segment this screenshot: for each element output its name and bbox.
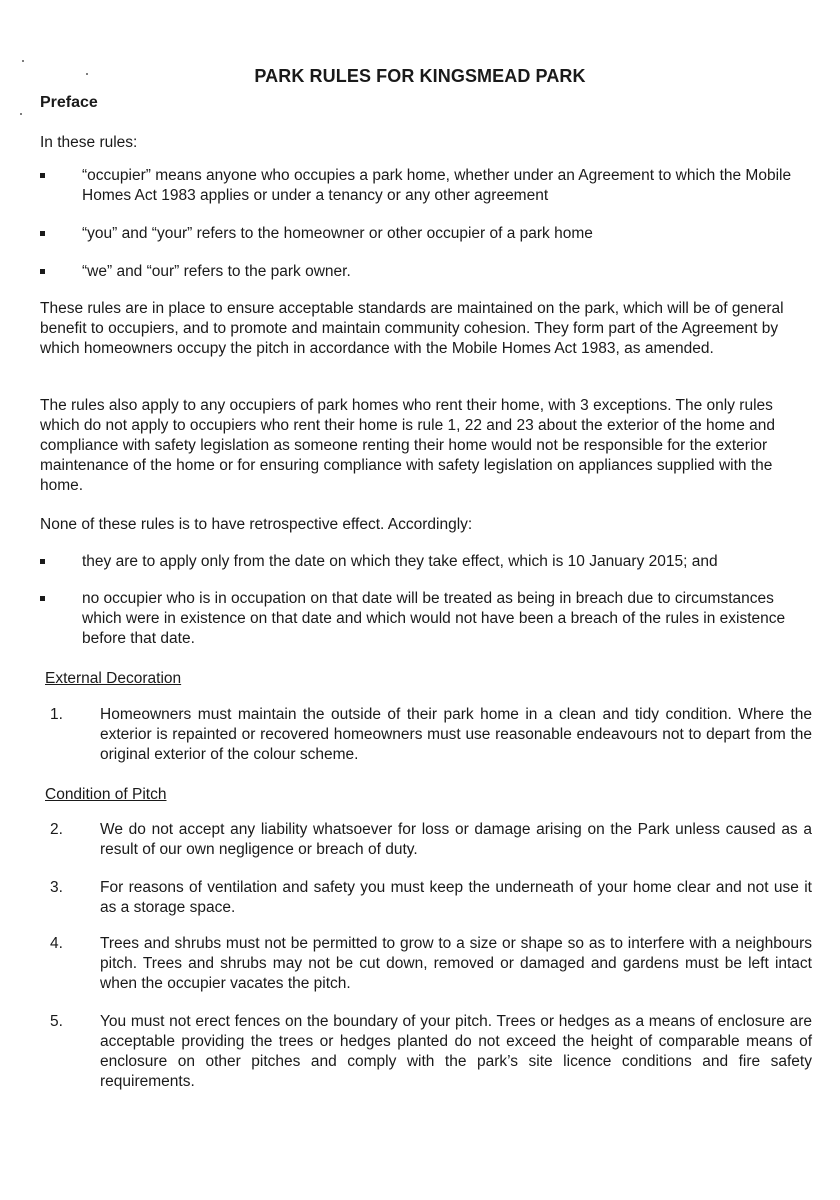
rule-number: 2.: [50, 821, 63, 838]
section-heading-external-decoration: External Decoration: [45, 670, 182, 687]
rule-text: For reasons of ventilation and safety you must keep the underneath of your home clear and not use it as a storage space.: [100, 879, 812, 916]
definition-text: “occupier” means anyone who occupies a park home, whether under an Agreement to which the Mobile Homes Act 1983 applies or under a tenancy or any other agreement: [82, 167, 792, 204]
preface-heading: Preface: [40, 94, 98, 111]
preface-intro: In these rules:: [40, 134, 138, 151]
definition-text: “you” and “your” refers to the homeowner or other occupier of a park home: [82, 225, 593, 242]
condition-text: no occupier who is in occupation on that date will be treated as being in breach due to circumstances which were in existence on that date and which would not have been a breach of the rules in existence before that date.: [82, 590, 786, 647]
rule-number: 3.: [50, 879, 63, 896]
document-title: PARK RULES FOR KINGSMEAD PARK: [254, 66, 586, 86]
scan-speck: [22, 60, 24, 62]
bullet-square-icon: [40, 269, 45, 274]
rule-number: 5.: [50, 1013, 63, 1030]
scan-speck: [20, 113, 22, 115]
preface-paragraph: These rules are in place to ensure acceptable standards are maintained on the park, which will be of general benefit to occupiers, and to promote and maintain community cohesion. They form part of the Agreement by which homeowners occupy the pitch in accordance with the Mobile Homes Act 1983, as amended.: [40, 300, 784, 357]
bullet-square-icon: [40, 231, 45, 236]
rule-text: We do not accept any liability whatsoever for loss or damage arising on the Park unless caused as a result of our own negligence or breach of duty.: [100, 821, 812, 858]
rule-text: Trees and shrubs must not be permitted to grow to a size or shape so as to interfere with a neighbours pitch. Trees and shrubs may not be cut down, removed or damaged and gardens must be left intact when the occupier vacates the pitch.: [100, 935, 812, 992]
section-heading-condition-of-pitch: Condition of Pitch: [45, 786, 167, 803]
preface-paragraph: None of these rules is to have retrospective effect. Accordingly:: [40, 516, 473, 533]
rule-text: You must not erect fences on the boundary of your pitch. Trees or hedges as a means of enclosure are acceptable providing the trees or hedges planted do not exceed the height of comparable means of enclosure on other pitches and comply with the park’s site licence conditions and fire safety requirements.: [100, 1013, 812, 1090]
bullet-square-icon: [40, 559, 45, 564]
rule-number: 1.: [50, 706, 63, 723]
bullet-square-icon: [40, 173, 45, 178]
rule-text: Homeowners must maintain the outside of their park home in a clean and tidy condition. Where the exterior is repainted or recovered homeowners must use reasonable endeavours not to depart from the original exterior of the colour scheme.: [100, 706, 812, 763]
rule-number: 4.: [50, 935, 63, 952]
definition-text: “we” and “our” refers to the park owner.: [82, 263, 351, 280]
preface-paragraph: The rules also apply to any occupiers of park homes who rent their home, with 3 exceptions. The only rules which do not apply to occupiers who rent their home is rule 1, 22 and 23 about the exterior of the home and compliance with safety legislation as someone renting their home would not be responsible for the exterior maintenance of the home or for ensuring compliance with safety legislation on appliances supplied with the home.: [40, 397, 775, 494]
bullet-square-icon: [40, 596, 45, 601]
condition-text: they are to apply only from the date on which they take effect, which is 10 January 2015; and: [82, 553, 718, 570]
